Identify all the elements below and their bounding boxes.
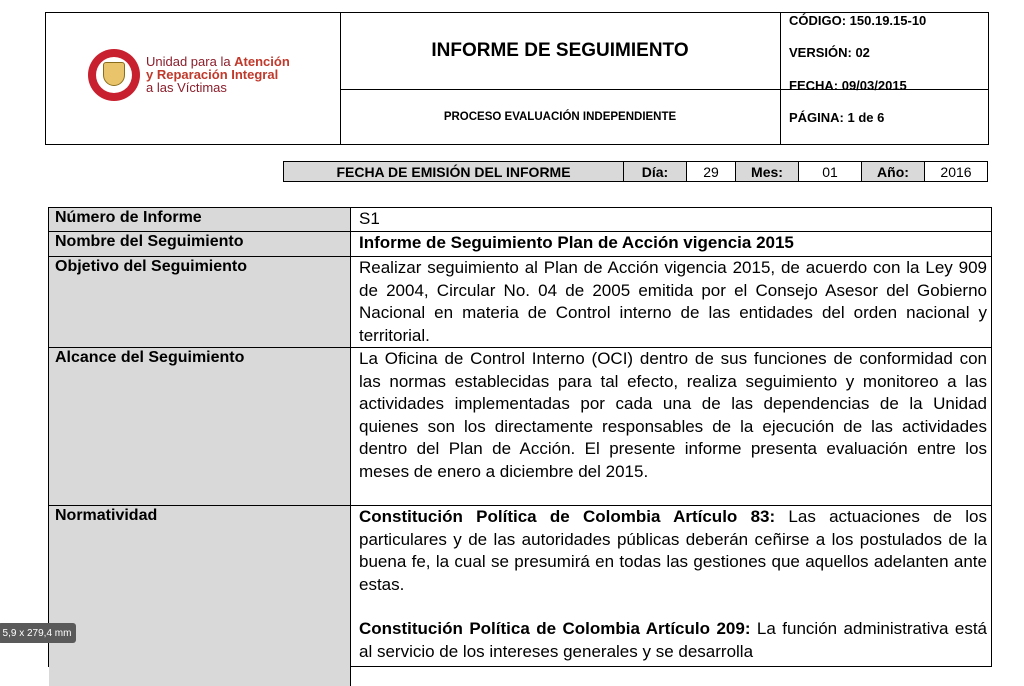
year-label: Año: <box>861 161 925 182</box>
table-row <box>49 348 991 506</box>
report-table <box>48 207 992 667</box>
logo-cell <box>46 13 341 144</box>
objetivo-value: Realizar seguimiento al Plan de Acción vigencia 2015, de acuerdo con la Ley 909 de 2004, Circular No. 04 de 2005 emitida por el Consejo Asesor del Gobierno Nacional en materia de Control interno de las entidades del orden nacional y territorial. <box>351 257 991 348</box>
norm-art-209: Constitución Política de Colombia Artículo 209: La función administrativa está al servicio de los intereses generales y se desarrolla <box>359 619 988 661</box>
agency-logo <box>88 49 302 109</box>
day-label: Día: <box>623 161 687 182</box>
coat-of-arms-seal-icon <box>88 49 140 101</box>
normatividad-value <box>351 506 991 686</box>
emission-label: FECHA DE EMISIÓN DEL INFORME <box>283 161 624 182</box>
process-name: PROCESO EVALUACIÓN INDEPENDIENTE <box>340 89 781 144</box>
version: VERSIÓN: 02 <box>789 45 870 60</box>
table-row <box>49 506 991 686</box>
nombre-label: Nombre del Seguimiento <box>49 232 351 257</box>
codigo: CÓDIGO: 150.19.15-10 <box>789 13 927 28</box>
fecha: FECHA: 09/03/2015 <box>789 78 907 93</box>
alcance-label: Alcance del Seguimiento <box>49 348 351 506</box>
logo-text: Unidad para la Atención y Reparación Integral a las Víctimas <box>146 54 290 95</box>
month-label: Mes: <box>735 161 799 182</box>
nombre-value: Informe de Seguimiento Plan de Acción vigencia 2015 <box>351 232 991 257</box>
numero-value: S1 <box>351 208 991 232</box>
table-row <box>49 208 991 232</box>
numero-label: Número de Informe <box>49 208 351 232</box>
page-size-indicator: 5,9 x 279,4 mm <box>0 623 76 643</box>
table-row <box>49 257 991 348</box>
document-metadata <box>781 13 988 144</box>
norm-art-83: Constitución Política de Colombia Artículo 83: Las actuaciones de los particulares y de las autoridades públicas deberán ceñirse a los postulados de la buena fe, la cual se presumirá en todas las gestiones que aquellos adelanten ante estas. <box>359 507 987 594</box>
emission-date-row <box>284 161 990 182</box>
month-value: 01 <box>798 161 862 182</box>
year-value: 2016 <box>924 161 988 182</box>
table-row <box>49 232 991 257</box>
objetivo-label: Objetivo del Seguimiento <box>49 257 351 348</box>
document-title: INFORME DE SEGUIMIENTO <box>340 13 781 90</box>
document-header <box>45 12 989 145</box>
alcance-value: La Oficina de Control Interno (OCI) dentro de sus funciones de conformidad con las normas establecidas para tal efecto, realiza seguimiento y monitoreo a las actividades implementadas por cada una de las dependencias de la Unidad quienes son los directamente responsables de la ejecución de las actividades dentro del Plan de Acción. El presente informe presenta evaluación entre los meses de enero a diciembre del 2015. <box>351 348 991 506</box>
pagina: PÁGINA: 1 de 6 <box>789 110 885 125</box>
day-value: 29 <box>686 161 736 182</box>
normatividad-label: Normatividad <box>49 506 351 686</box>
